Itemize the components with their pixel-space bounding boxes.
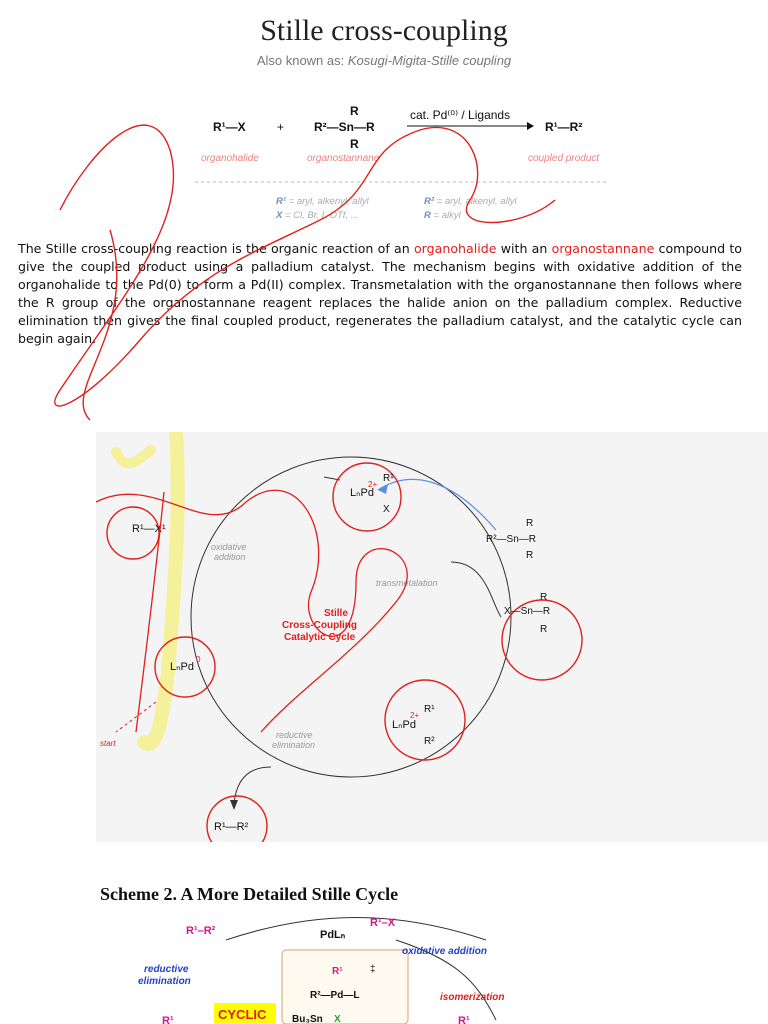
pd2-bottom-r1: R¹ bbox=[424, 704, 435, 715]
stannane-r-bottom-label: R bbox=[526, 550, 534, 561]
cycle-title-1: Stille bbox=[324, 608, 348, 619]
cyclic-badge: CYCLIC bbox=[218, 1007, 267, 1022]
stannane-r-top: R bbox=[350, 104, 359, 118]
oxidative-label-2: addition bbox=[214, 552, 246, 562]
scheme2-r1-left: R¹ bbox=[162, 1015, 174, 1024]
legend-r-def: = alkyl bbox=[430, 210, 461, 221]
legend-r-symbol: R bbox=[424, 210, 431, 221]
plus-sign: + bbox=[277, 120, 285, 134]
diagram-background bbox=[96, 432, 768, 842]
scheme2-r1x: R¹–X bbox=[370, 917, 396, 929]
pd2-top-charge: 2+ bbox=[368, 480, 378, 489]
legend-x-symbol: X bbox=[276, 210, 283, 221]
pd0-label: LₙPd bbox=[170, 661, 194, 673]
aka-subtitle bbox=[0, 53, 768, 68]
handwritten-scribble bbox=[55, 125, 555, 406]
scheme2-arc bbox=[226, 918, 486, 941]
cycle-product: R¹—R² bbox=[214, 821, 249, 833]
box-pd-line: R²—Pd—L bbox=[310, 990, 360, 1001]
stannane-r-bottom: R bbox=[350, 137, 359, 151]
cycle-title-2: Cross-Coupling bbox=[282, 620, 357, 631]
legend-x-def: = Cl, Br, I, OTf, ... bbox=[282, 210, 359, 221]
pd2-bottom-ln: LₙPd bbox=[392, 719, 416, 731]
product-coupled: R¹—R² bbox=[545, 120, 583, 134]
pd2-top-x: X bbox=[383, 504, 390, 515]
transmetalation-label: transmetalation bbox=[376, 578, 438, 588]
paragraph-text-3: compound to give the coupled product using a palladium catalyst. The mechanism begins with oxidative addition of the organohalide to the Pd(0) to form a Pd(II) complex. Transmetalation with the organostannane then follows where the R group of the organostannane reagent replaces the halide anion on the palladium complex. Reductive elimination then gives the final coupled product, regenerates the palladium catalyst, and the catalytic cycle can begin again. bbox=[18, 241, 742, 346]
paragraph-highlight-organostannane: organostannane bbox=[551, 241, 655, 256]
aka-name: Kosugi-Migita-Stille coupling bbox=[347, 53, 512, 68]
box-sn: Bu₃Sn bbox=[292, 1014, 323, 1024]
pd0-charge: 0 bbox=[196, 655, 201, 664]
reductive-label-1: reductive bbox=[276, 730, 313, 740]
xsn-r-bottom-label: R bbox=[540, 624, 548, 635]
label-coupled-product: coupled product bbox=[528, 153, 600, 164]
xsn-r-top-label: R bbox=[540, 592, 548, 603]
cycle-title-3: Catalytic Cycle bbox=[284, 632, 356, 643]
legend-r2-symbol: R² bbox=[424, 196, 435, 207]
paragraph-text-1: The Stille cross-coupling reaction is the organic reaction of an bbox=[18, 241, 414, 256]
xsn-left-label: X—Sn—R bbox=[504, 606, 551, 617]
label-organostannane: organostannane bbox=[307, 153, 380, 164]
legend-r1-def: = aryl, alkenyl, allyl bbox=[286, 196, 369, 207]
scheme2-reductive-1: reductive bbox=[144, 964, 189, 975]
reactant-organostannane: R²—Sn—R bbox=[314, 120, 375, 134]
scheme2-pdln: PdLₙ bbox=[320, 929, 346, 941]
aka-prefix: Also known as: bbox=[256, 53, 348, 68]
reaction-conditions: cat. Pd⁽⁰⁾ / Ligands bbox=[410, 108, 511, 122]
pd2-top-r1: R¹ bbox=[383, 473, 394, 484]
signature-scribble-overlay bbox=[0, 90, 768, 430]
pd2-top-ln: LₙPd bbox=[350, 487, 374, 499]
legend-r1-symbol: R¹ bbox=[276, 196, 287, 207]
box-dagger: ‡ bbox=[370, 964, 376, 975]
pd2-bottom-charge: 2+ bbox=[410, 711, 420, 720]
label-organohalide: organohalide bbox=[201, 153, 259, 164]
scheme2-diagram bbox=[96, 910, 656, 1024]
oxidative-label-1: oxidative bbox=[211, 542, 247, 552]
reductive-label-2: elimination bbox=[272, 740, 316, 750]
scheme2-reductive-2: elimination bbox=[138, 976, 191, 987]
stannane-r-top-label: R bbox=[526, 518, 534, 529]
catalytic-cycle-diagram bbox=[96, 432, 768, 842]
paragraph-highlight-organohalide: organohalide bbox=[413, 241, 497, 256]
cycle-r1x: R¹—X¹ bbox=[132, 523, 166, 535]
box-r1: R¹ bbox=[332, 966, 343, 977]
reactant-organohalide: R¹—X bbox=[213, 120, 246, 134]
scheme2-r1-right: R¹ bbox=[458, 1015, 470, 1024]
scheme2-r1r2: R¹–R² bbox=[186, 925, 216, 937]
legend-r2-def: = aryl, alkenyl, allyl bbox=[434, 196, 517, 207]
start-label: start bbox=[100, 739, 116, 748]
page-title: Stille cross-coupling bbox=[260, 14, 508, 47]
scheme2-oxidative-addition: oxidative addition bbox=[402, 946, 488, 957]
scheme2-title: Scheme 2. A More Detailed Stille Cycle bbox=[100, 884, 399, 904]
box-x: X bbox=[334, 1014, 341, 1024]
stannane-left-label: R²—Sn—R bbox=[486, 534, 537, 545]
transition-state-box bbox=[282, 950, 408, 1024]
scheme2-isomerization: isomerization bbox=[440, 992, 505, 1003]
paragraph-text-2: with an bbox=[496, 241, 552, 256]
pd2-bottom-r2: R² bbox=[424, 736, 435, 747]
